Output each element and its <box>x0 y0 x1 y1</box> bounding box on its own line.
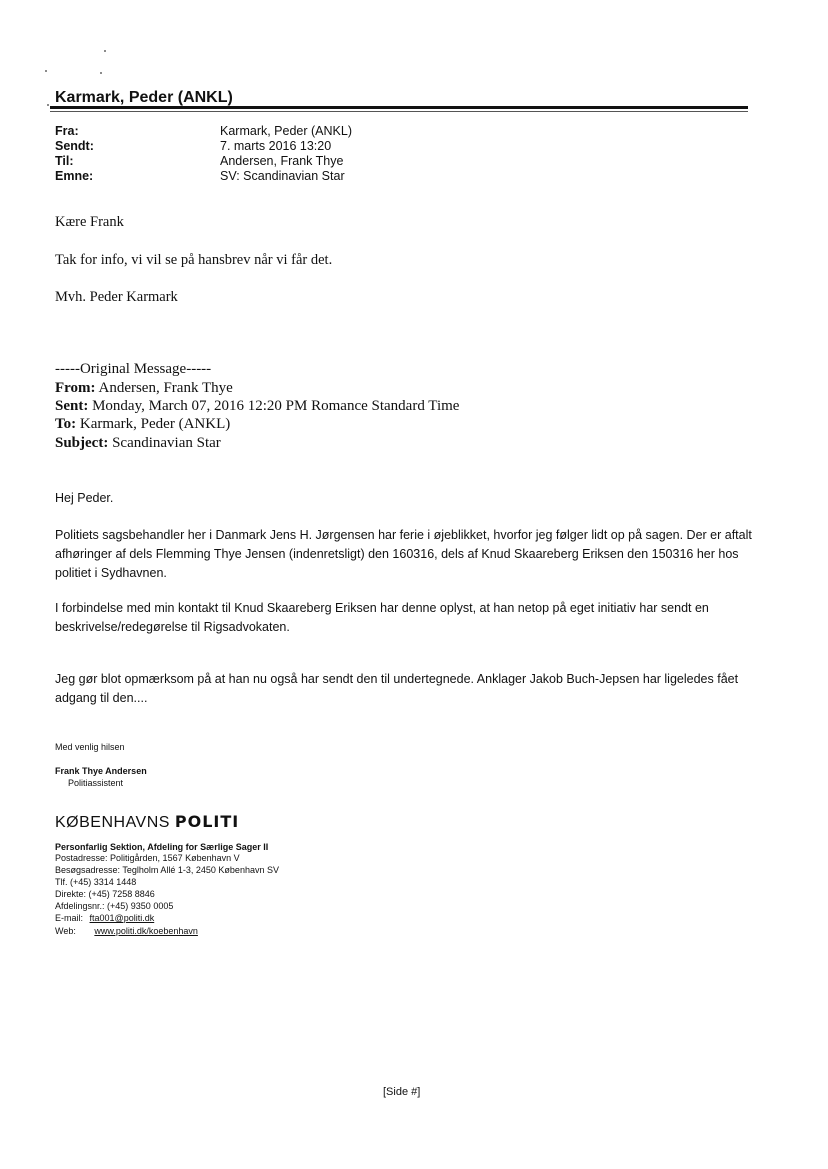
scan-speck <box>47 104 49 106</box>
original-to <box>55 416 230 433</box>
header-value-sent: 7. marts 2016 13:20 <box>220 139 332 153</box>
signature-department: Personfarlig Sektion, Afdeling for Særlige Sager II <box>55 842 269 852</box>
scan-speck <box>100 72 102 74</box>
signature-name: Frank Thye Andersen <box>55 766 147 776</box>
signature-closing: Med venlig hilsen <box>55 742 125 752</box>
original-to-label: To: <box>55 416 77 432</box>
scan-speck <box>45 70 47 72</box>
signature-title: Politiassistent <box>68 778 124 788</box>
email-link[interactable]: fta001@politi.dk <box>89 913 155 923</box>
header-value-from: Karmark, Peder (ANKL) <box>220 124 352 138</box>
signature-dept-no: Afdelingsnr.: (+45) 9350 0005 <box>55 901 174 911</box>
header-value-to: Andersen, Frank Thye <box>220 154 344 168</box>
reply-signoff: Mvh. Peder Karmark <box>55 289 178 305</box>
original-sent-value: Monday, March 07, 2016 12:20 PM Romance Standard Time <box>92 398 460 414</box>
reply-greeting: Kære Frank <box>55 214 124 230</box>
heading-rule-thin <box>50 111 748 112</box>
scan-speck <box>104 50 106 52</box>
original-from-label: From: <box>55 380 96 396</box>
signature-direct: Direkte: (+45) 7258 8846 <box>55 889 155 899</box>
original-paragraph-2: I forbindelse med min kontakt til Knud Skaareberg Eriksen har denne oplyst, at han netop på eget initiativ har sendt en beskrivelse/redegørelse til Rigsadvokaten. <box>55 601 709 634</box>
page-footer: [Side #] <box>383 1086 421 1098</box>
logo-bold-text: POLITI <box>174 812 240 831</box>
original-subject-label: Subject: <box>55 435 109 451</box>
signature-phone: Tlf. (+45) 3314 1448 <box>55 877 137 887</box>
heading-rule <box>50 106 748 109</box>
signature-postal: Postadresse: Politigården, 1567 København V <box>55 853 240 863</box>
header-label-sent: Sendt: <box>55 139 94 153</box>
logo-regular-text: KØBENHAVNS <box>55 814 170 831</box>
signature-visit: Besøgsadresse: Teglholm Allé 1-3, 2450 København SV <box>55 865 279 875</box>
original-from-value: Andersen, Frank Thye <box>98 380 233 396</box>
original-separator: -----Original Message----- <box>55 361 212 377</box>
police-logo <box>55 812 239 832</box>
sender-heading: Karmark, Peder (ANKL) <box>55 89 233 106</box>
reply-body: Tak for info, vi vil se på hansbrev når vi får det. <box>55 252 333 268</box>
header-label-from: Fra: <box>55 124 79 138</box>
original-greeting: Hej Peder. <box>55 491 114 505</box>
header-label-subject: Emne: <box>55 169 94 183</box>
header-value-subject: SV: Scandinavian Star <box>220 169 345 183</box>
original-sent <box>55 398 459 415</box>
header-label-to: Til: <box>55 154 74 168</box>
original-to-value: Karmark, Peder (ANKL) <box>79 416 231 432</box>
signature-web-row <box>55 926 198 936</box>
web-label: Web: <box>55 926 76 936</box>
original-subject-value: Scandinavian Star <box>112 435 221 451</box>
original-subject <box>55 435 221 452</box>
original-paragraph-1: Politiets sagsbehandler her i Danmark Jens H. Jørgensen har ferie i øjeblikket, hvorfor jeg følger lidt op på sagen. Der er aftalt afhøringer af dels Flemming Thye Jensen (indenretsligt) den 160316, dels af Knud Skaareberg Eriksen den 150316 her hos politiet i Sydhavnen. <box>55 528 752 580</box>
email-label: E-mail: <box>55 913 84 923</box>
original-paragraph-3: Jeg gør blot opmærksom på at han nu også har sendt den til undertegnede. Anklager Jakob Buch-Jepsen har ligeledes fået adgang til den.... <box>55 672 739 705</box>
original-sent-label: Sent: <box>55 398 89 414</box>
original-from <box>55 380 233 397</box>
web-link[interactable]: www.politi.dk/koebenhavn <box>94 926 198 936</box>
signature-email-row <box>55 913 154 923</box>
